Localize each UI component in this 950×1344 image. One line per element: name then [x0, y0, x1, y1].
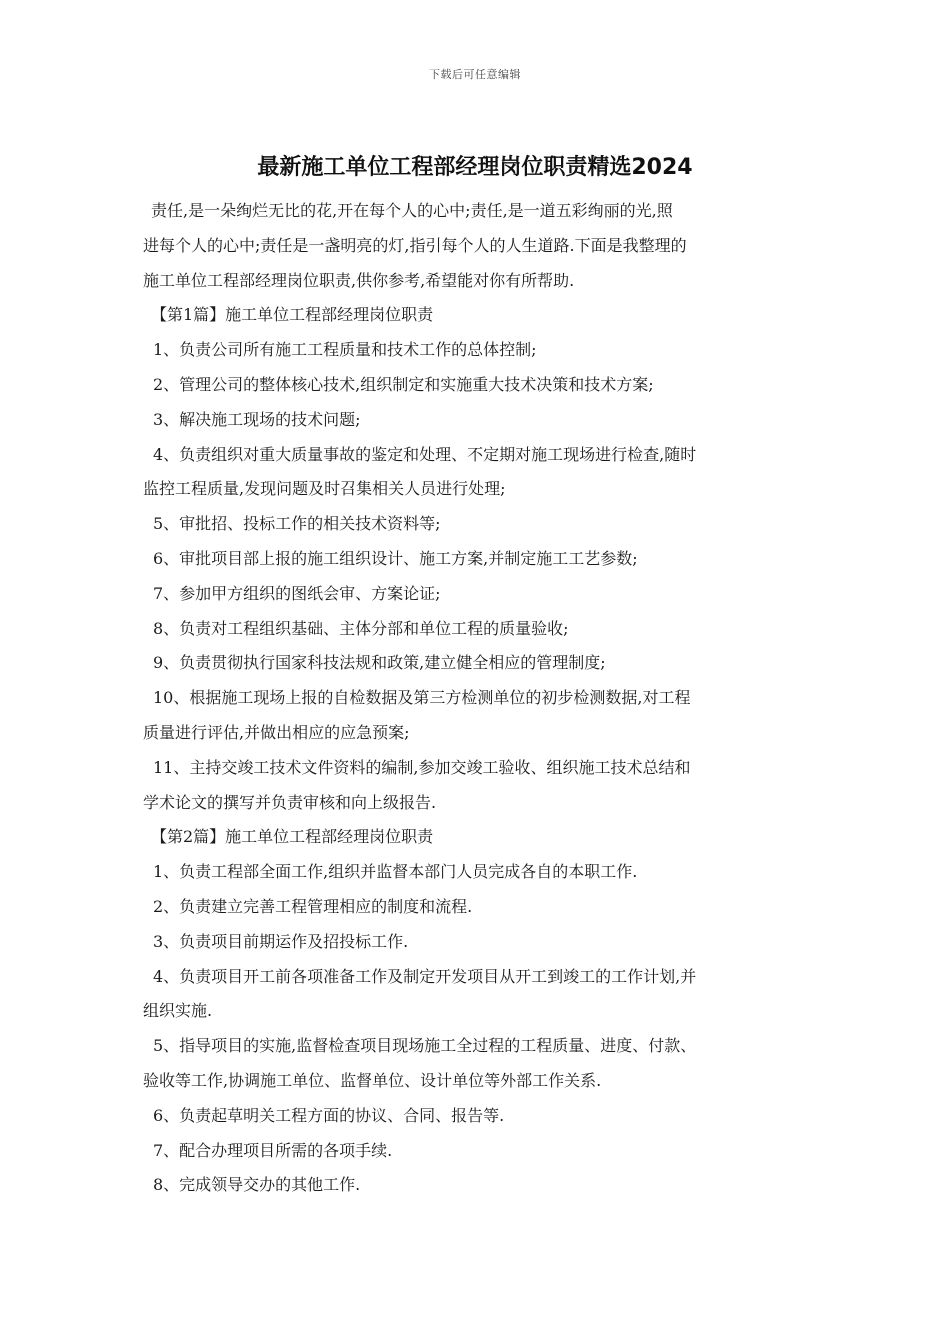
paragraph-line: 1、负责公司所有施工工程质量和技术工作的总体控制; — [153, 340, 537, 360]
paragraph-line: 1、负责工程部全面工作,组织并监督本部门人员完成各自的本职工作. — [153, 862, 638, 882]
paragraph-line: 责任,是一朵绚烂无比的花,开在每个人的心中;责任,是一道五彩绚丽的光,照 — [151, 201, 673, 220]
paragraph-line: 11、主持交竣工技术文件资料的编制,参加交竣工验收、组织施工技术总结和 — [153, 757, 691, 777]
paragraph-line: 学术论文的撰写并负责审核和向上级报告. — [143, 792, 437, 812]
paragraph-line: 9、负责贯彻执行国家科技法规和政策,建立健全相应的管理制度; — [153, 653, 606, 673]
paragraph-line: 4、负责组织对重大质量事故的鉴定和处理、不定期对施工现场进行检查,随时 — [153, 444, 697, 464]
page-header-note: 下载后可任意编辑 — [429, 68, 521, 81]
paragraph-line: 4、负责项目开工前各项准备工作及制定开发项目从开工到竣工的工作计划,并 — [153, 966, 697, 986]
paragraph-line: 5、指导项目的实施,监督检查项目现场施工全过程的工程质量、进度、付款、 — [153, 1036, 697, 1056]
paragraph-line: 10、根据施工现场上报的自检数据及第三方检测单位的初步检测数据,对工程 — [153, 688, 691, 708]
paragraph-line: 6、审批项目部上报的施工组织设计、施工方案,并制定施工工艺参数; — [153, 548, 638, 568]
paragraph-line: 【第1篇】施工单位工程部经理岗位职责 — [151, 305, 434, 325]
paragraph-line: 组织实施. — [143, 1001, 213, 1021]
paragraph-line: 进每个人的心中;责任是一盏明亮的灯,指引每个人的人生道路.下面是我整理的 — [143, 235, 687, 255]
paragraph-line: 3、负责项目前期运作及招投标工作. — [153, 931, 409, 951]
paragraph-line: 7、参加甲方组织的图纸会审、方案论证; — [153, 583, 441, 603]
paragraph-line: 监控工程质量,发现问题及时召集相关人员进行处理; — [143, 479, 506, 499]
paragraph-line: 3、解决施工现场的技术问题; — [153, 409, 361, 429]
paragraph-line: 6、负责起草明关工程方面的协议、合同、报告等. — [153, 1105, 505, 1125]
document-title: 最新施工单位工程部经理岗位职责精选2024 — [257, 155, 693, 180]
paragraph-line: 7、配合办理项目所需的各项手续. — [153, 1140, 393, 1160]
paragraph-line: 施工单位工程部经理岗位职责,供你参考,希望能对你有所帮助. — [143, 270, 575, 290]
paragraph-line: 2、负责建立完善工程管理相应的制度和流程. — [153, 896, 473, 916]
paragraph-line: 质量进行评估,并做出相应的应急预案; — [143, 722, 410, 742]
paragraph-line: 5、审批招、投标工作的相关技术资料等; — [153, 514, 441, 534]
paragraph-line: 【第2篇】施工单位工程部经理岗位职责 — [151, 827, 434, 847]
paragraph-line: 8、完成领导交办的其他工作. — [153, 1175, 361, 1195]
paragraph-line: 验收等工作,协调施工单位、监督单位、设计单位等外部工作关系. — [143, 1070, 602, 1090]
paragraph-line: 2、管理公司的整体核心技术,组织制定和实施重大技术决策和技术方案; — [153, 374, 654, 394]
document-body — [143, 194, 809, 1203]
paragraph-line: 8、负责对工程组织基础、主体分部和单位工程的质量验收; — [153, 618, 569, 638]
